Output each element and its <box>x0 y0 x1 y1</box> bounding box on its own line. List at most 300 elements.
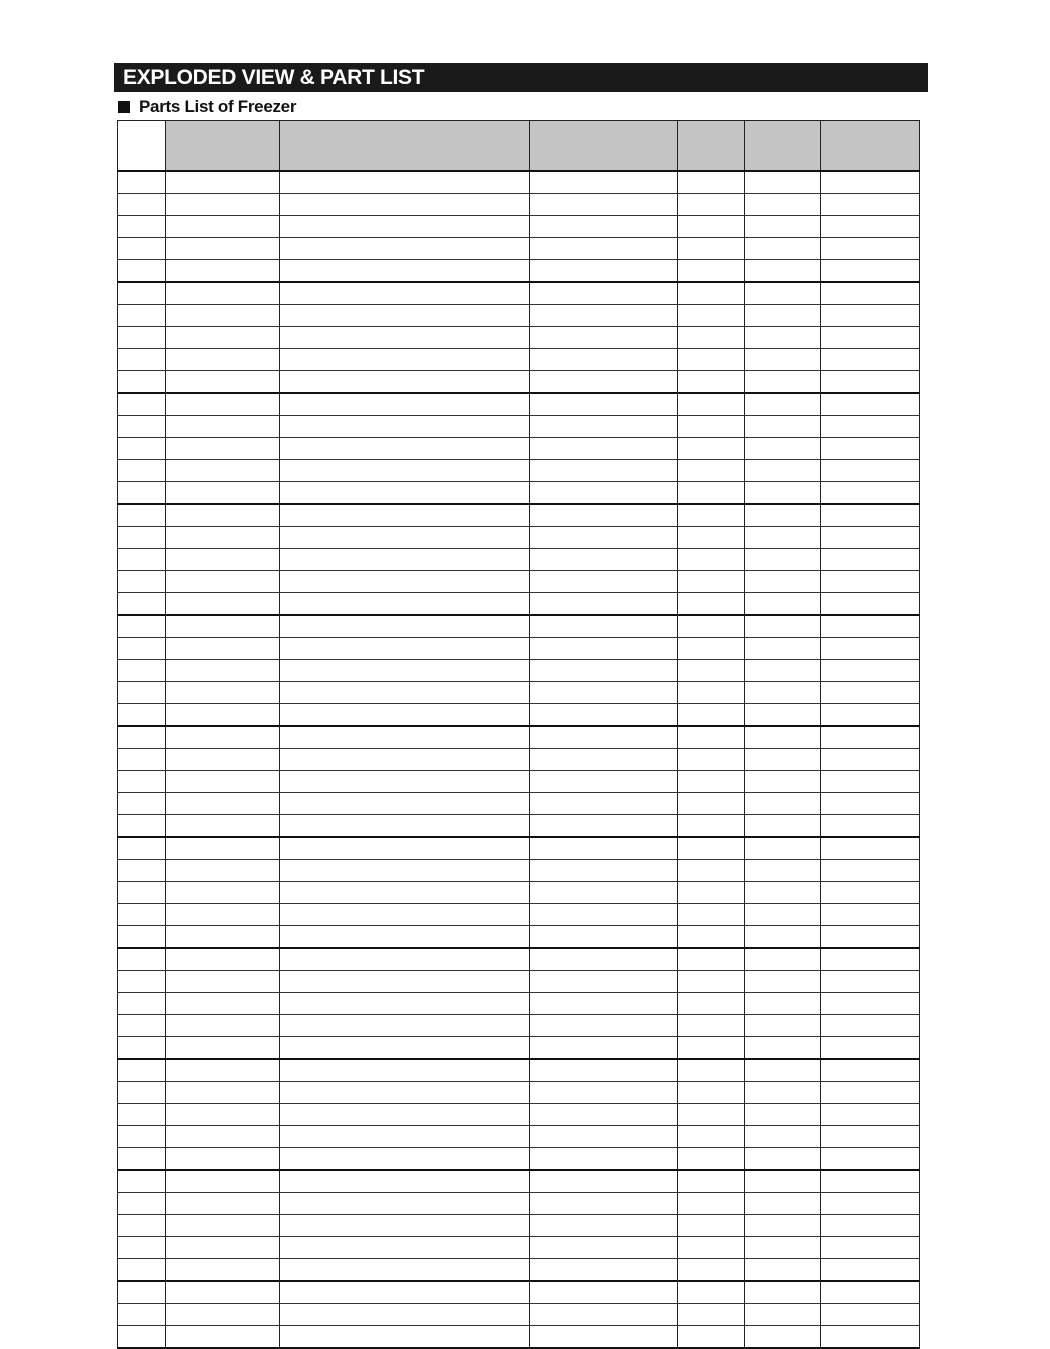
table-row <box>118 1126 920 1148</box>
table-row <box>118 1082 920 1104</box>
table-cell <box>118 1281 166 1304</box>
table-cell <box>118 194 166 216</box>
table-cell <box>678 1037 745 1060</box>
table-cell <box>745 1082 821 1104</box>
table-row <box>118 904 920 926</box>
table-cell <box>678 282 745 305</box>
table-cell <box>745 837 821 860</box>
table-cell <box>118 882 166 904</box>
table-cell <box>118 749 166 771</box>
table-row <box>118 1304 920 1326</box>
table-cell <box>745 1193 821 1215</box>
table-cell <box>821 482 920 505</box>
table-cell <box>118 1170 166 1193</box>
table-row <box>118 615 920 638</box>
table-cell <box>745 527 821 549</box>
table-cell <box>678 1148 745 1171</box>
table-cell <box>530 527 678 549</box>
table-cell <box>166 638 280 660</box>
table-cell <box>166 482 280 505</box>
table-cell <box>678 327 745 349</box>
table-cell <box>280 615 530 638</box>
table-cell <box>821 549 920 571</box>
table-cell <box>166 393 280 416</box>
table-cell <box>821 660 920 682</box>
table-cell <box>745 971 821 993</box>
table-cell <box>678 971 745 993</box>
table-cell <box>745 416 821 438</box>
table-cell <box>678 194 745 216</box>
table-cell <box>678 882 745 904</box>
table-cell <box>678 904 745 926</box>
table-cell <box>530 1059 678 1082</box>
table-cell <box>821 327 920 349</box>
table-cell <box>530 1015 678 1037</box>
table-cell <box>745 1304 821 1326</box>
table-cell <box>280 860 530 882</box>
header-cell-qty <box>678 121 745 172</box>
table-row <box>118 926 920 949</box>
table-cell <box>118 1215 166 1237</box>
parts-table <box>117 120 920 1349</box>
table-cell <box>118 1193 166 1215</box>
table-cell <box>821 216 920 238</box>
table-cell <box>166 815 280 838</box>
table-row <box>118 1148 920 1171</box>
table-cell <box>166 416 280 438</box>
table-cell <box>678 349 745 371</box>
table-cell <box>280 371 530 394</box>
table-cell <box>166 1281 280 1304</box>
table-cell <box>821 194 920 216</box>
table-cell <box>280 260 530 283</box>
table-cell <box>530 438 678 460</box>
table-row <box>118 216 920 238</box>
table-cell <box>745 1126 821 1148</box>
table-cell <box>166 904 280 926</box>
table-cell <box>821 993 920 1015</box>
table-cell <box>280 216 530 238</box>
table-cell <box>745 882 821 904</box>
table-cell <box>678 1015 745 1037</box>
table-cell <box>118 171 166 194</box>
table-cell <box>745 1281 821 1304</box>
table-row <box>118 1193 920 1215</box>
table-cell <box>678 926 745 949</box>
table-cell <box>678 527 745 549</box>
table-cell <box>530 726 678 749</box>
table-row <box>118 371 920 394</box>
table-cell <box>530 704 678 727</box>
table-cell <box>678 682 745 704</box>
table-cell <box>530 593 678 616</box>
table-cell <box>821 282 920 305</box>
table-cell <box>678 416 745 438</box>
section-title-text: Parts List of Freezer <box>139 97 297 116</box>
table-body <box>118 171 920 1348</box>
table-cell <box>821 860 920 882</box>
table-cell <box>678 1193 745 1215</box>
table-cell <box>118 815 166 838</box>
table-row <box>118 260 920 283</box>
table-cell <box>821 704 920 727</box>
table-cell <box>118 1104 166 1126</box>
header-cell-code <box>166 121 280 172</box>
table-cell <box>530 771 678 793</box>
header-cell-description <box>280 121 530 172</box>
table-cell <box>530 482 678 505</box>
table-cell <box>166 194 280 216</box>
table-cell <box>678 860 745 882</box>
table-cell <box>530 171 678 194</box>
table-cell <box>166 571 280 593</box>
table-cell <box>166 1170 280 1193</box>
table-cell <box>166 1148 280 1171</box>
table-cell <box>821 1281 920 1304</box>
table-cell <box>678 393 745 416</box>
table-cell <box>678 1215 745 1237</box>
table-cell <box>821 815 920 838</box>
header-cell-specification <box>530 121 678 172</box>
table-cell <box>280 238 530 260</box>
table-cell <box>166 1326 280 1349</box>
table-cell <box>745 393 821 416</box>
table-cell <box>530 1170 678 1193</box>
table-cell <box>166 793 280 815</box>
table-cell <box>166 527 280 549</box>
table-cell <box>745 948 821 971</box>
table-cell <box>166 726 280 749</box>
table-row <box>118 1059 920 1082</box>
table-cell <box>745 438 821 460</box>
table-cell <box>745 549 821 571</box>
table-cell <box>118 416 166 438</box>
table-cell <box>745 682 821 704</box>
table-row <box>118 771 920 793</box>
table-cell <box>821 1215 920 1237</box>
table-cell <box>530 1215 678 1237</box>
table-cell <box>678 305 745 327</box>
table-cell <box>280 904 530 926</box>
table-cell <box>280 993 530 1015</box>
table-cell <box>745 615 821 638</box>
table-cell <box>745 860 821 882</box>
table-cell <box>745 1237 821 1259</box>
table-row <box>118 1037 920 1060</box>
table-cell <box>166 438 280 460</box>
table-cell <box>821 749 920 771</box>
table-cell <box>745 593 821 616</box>
table-cell <box>821 438 920 460</box>
table-row <box>118 882 920 904</box>
table-row <box>118 571 920 593</box>
table-cell <box>280 1015 530 1037</box>
table-cell <box>280 1193 530 1215</box>
table-cell <box>678 1082 745 1104</box>
table-cell <box>166 1126 280 1148</box>
table-cell <box>821 1237 920 1259</box>
table-cell <box>745 1059 821 1082</box>
table-cell <box>678 1281 745 1304</box>
table-cell <box>678 571 745 593</box>
table-cell <box>118 771 166 793</box>
table-cell <box>118 837 166 860</box>
table-cell <box>280 948 530 971</box>
table-cell <box>166 238 280 260</box>
table-cell <box>821 1304 920 1326</box>
table-cell <box>745 238 821 260</box>
table-cell <box>678 1126 745 1148</box>
table-cell <box>280 305 530 327</box>
table-cell <box>166 216 280 238</box>
table-cell <box>821 1082 920 1104</box>
table-cell <box>118 282 166 305</box>
table-cell <box>821 1170 920 1193</box>
table-cell <box>530 1281 678 1304</box>
table-row <box>118 1237 920 1259</box>
table-cell <box>530 793 678 815</box>
table-row <box>118 638 920 660</box>
table-cell <box>530 571 678 593</box>
table-cell <box>745 1170 821 1193</box>
table-cell <box>118 904 166 926</box>
table-cell <box>166 615 280 638</box>
table-cell <box>678 771 745 793</box>
table-cell <box>280 416 530 438</box>
table-cell <box>821 1059 920 1082</box>
table-cell <box>166 171 280 194</box>
table-cell <box>530 860 678 882</box>
table-cell <box>530 882 678 904</box>
table-cell <box>118 971 166 993</box>
table-cell <box>280 793 530 815</box>
table-cell <box>530 1148 678 1171</box>
table-cell <box>821 638 920 660</box>
table-cell <box>280 1059 530 1082</box>
table-cell <box>280 282 530 305</box>
table-cell <box>530 282 678 305</box>
table-cell <box>118 371 166 394</box>
table-cell <box>118 993 166 1015</box>
table-row <box>118 1015 920 1037</box>
table-cell <box>280 327 530 349</box>
table-cell <box>280 660 530 682</box>
table-cell <box>678 504 745 527</box>
table-cell <box>166 260 280 283</box>
table-cell <box>118 726 166 749</box>
table-cell <box>530 504 678 527</box>
table-cell <box>678 993 745 1015</box>
table-cell <box>166 1037 280 1060</box>
table-cell <box>678 238 745 260</box>
table-cell <box>166 660 280 682</box>
table-cell <box>745 793 821 815</box>
table-row <box>118 1259 920 1282</box>
table-cell <box>166 882 280 904</box>
table-cell <box>166 1193 280 1215</box>
table-row <box>118 305 920 327</box>
table-cell <box>745 482 821 505</box>
table-cell <box>166 860 280 882</box>
table-cell <box>118 216 166 238</box>
table-cell <box>530 1259 678 1282</box>
table-cell <box>678 704 745 727</box>
table-cell <box>280 1037 530 1060</box>
table-cell <box>821 1259 920 1282</box>
page-header-banner <box>114 63 928 92</box>
table-row <box>118 527 920 549</box>
table-cell <box>821 260 920 283</box>
table-cell <box>678 1059 745 1082</box>
table-row <box>118 194 920 216</box>
table-cell <box>530 1193 678 1215</box>
table-cell <box>821 726 920 749</box>
table-row <box>118 971 920 993</box>
table-cell <box>530 1126 678 1148</box>
table-cell <box>821 371 920 394</box>
table-row <box>118 416 920 438</box>
table-cell <box>678 615 745 638</box>
table-cell <box>745 504 821 527</box>
table-cell <box>678 1326 745 1349</box>
table-cell <box>678 482 745 505</box>
table-cell <box>745 327 821 349</box>
table-cell <box>118 660 166 682</box>
table-cell <box>166 926 280 949</box>
table-cell <box>678 438 745 460</box>
table-cell <box>678 1170 745 1193</box>
table-cell <box>280 593 530 616</box>
table-cell <box>745 1104 821 1126</box>
table-cell <box>745 1037 821 1060</box>
table-cell <box>118 793 166 815</box>
table-cell <box>280 882 530 904</box>
table-cell <box>166 1259 280 1282</box>
table-cell <box>678 260 745 283</box>
table-cell <box>166 1237 280 1259</box>
table-cell <box>280 1304 530 1326</box>
table-cell <box>821 904 920 926</box>
table-cell <box>118 1237 166 1259</box>
table-cell <box>678 1304 745 1326</box>
table-cell <box>678 216 745 238</box>
table-row <box>118 837 920 860</box>
table-cell <box>745 1148 821 1171</box>
table-cell <box>678 1104 745 1126</box>
table-cell <box>118 571 166 593</box>
table-row <box>118 282 920 305</box>
table-cell <box>678 660 745 682</box>
table-cell <box>821 793 920 815</box>
table-cell <box>745 1215 821 1237</box>
table-cell <box>280 1126 530 1148</box>
table-cell <box>821 1037 920 1060</box>
table-cell <box>678 593 745 616</box>
table-cell <box>280 1237 530 1259</box>
table-cell <box>821 305 920 327</box>
header-cell-sa <box>745 121 821 172</box>
table-cell <box>118 860 166 882</box>
table-cell <box>821 682 920 704</box>
table-cell <box>745 349 821 371</box>
table-cell <box>118 1148 166 1171</box>
table-cell <box>118 1082 166 1104</box>
table-cell <box>821 615 920 638</box>
table-cell <box>280 749 530 771</box>
table-cell <box>166 1304 280 1326</box>
table-cell <box>745 904 821 926</box>
table-cell <box>745 815 821 838</box>
table-cell <box>280 549 530 571</box>
table-cell <box>166 371 280 394</box>
table-cell <box>280 1104 530 1126</box>
table-cell <box>166 993 280 1015</box>
table-cell <box>280 171 530 194</box>
table-cell <box>745 660 821 682</box>
table-row <box>118 438 920 460</box>
table-row <box>118 749 920 771</box>
table-cell <box>530 1326 678 1349</box>
table-cell <box>118 1304 166 1326</box>
table-cell <box>280 726 530 749</box>
table-cell <box>745 216 821 238</box>
table-cell <box>821 393 920 416</box>
table-cell <box>821 349 920 371</box>
table-cell <box>530 416 678 438</box>
table-cell <box>280 194 530 216</box>
table-cell <box>118 527 166 549</box>
table-cell <box>118 327 166 349</box>
table-cell <box>821 1193 920 1215</box>
table-cell <box>280 482 530 505</box>
table-cell <box>678 837 745 860</box>
table-cell <box>821 571 920 593</box>
table-row <box>118 238 920 260</box>
table-cell <box>166 971 280 993</box>
table-cell <box>530 660 678 682</box>
table-cell <box>530 904 678 926</box>
table-cell <box>530 1037 678 1060</box>
table-row <box>118 593 920 616</box>
table-cell <box>280 1281 530 1304</box>
table-cell <box>280 926 530 949</box>
table-row <box>118 948 920 971</box>
table-cell <box>118 1126 166 1148</box>
table-row <box>118 1170 920 1193</box>
table-cell <box>821 1104 920 1126</box>
table-cell <box>118 1059 166 1082</box>
square-bullet-icon <box>118 101 130 113</box>
header-cell-no <box>118 121 166 172</box>
table-row <box>118 327 920 349</box>
table-cell <box>118 1015 166 1037</box>
table-cell <box>530 971 678 993</box>
table-cell <box>118 349 166 371</box>
table-row <box>118 549 920 571</box>
table-cell <box>821 771 920 793</box>
table-row <box>118 860 920 882</box>
table-row <box>118 682 920 704</box>
table-cell <box>166 948 280 971</box>
table-cell <box>745 771 821 793</box>
header-cell-remark <box>821 121 920 172</box>
table-cell <box>530 815 678 838</box>
table-cell <box>745 749 821 771</box>
table-cell <box>745 926 821 949</box>
table-cell <box>530 615 678 638</box>
table-row <box>118 1215 920 1237</box>
table-cell <box>166 1082 280 1104</box>
